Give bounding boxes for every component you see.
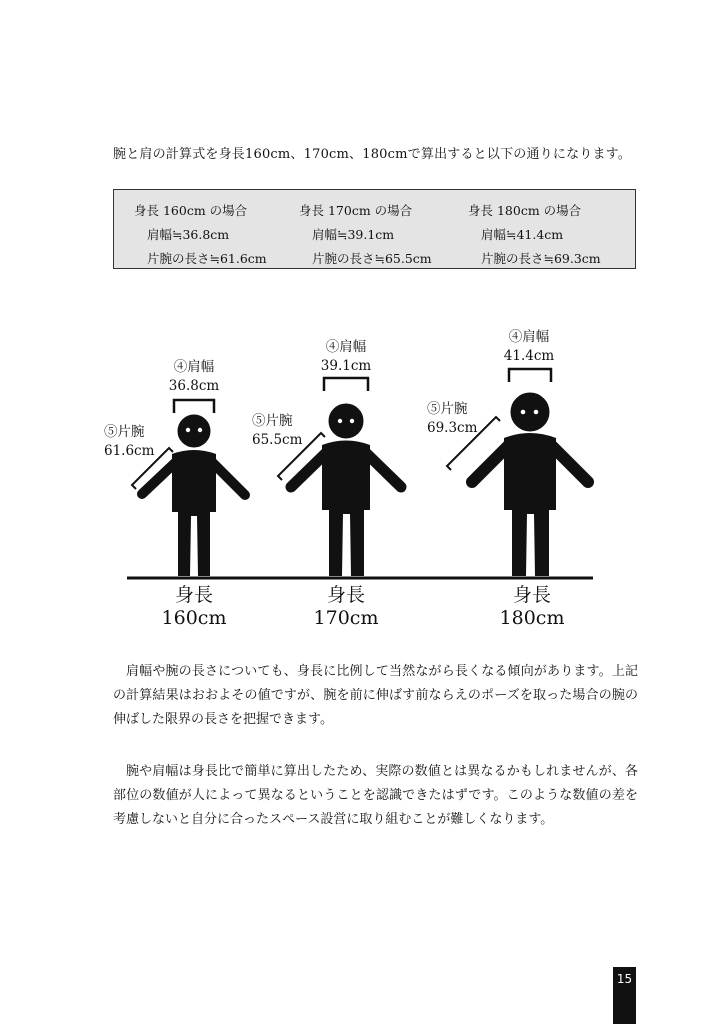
person-eye bbox=[186, 428, 190, 432]
person-head bbox=[329, 404, 363, 438]
intro-text: 腕と肩の計算式を身長160cm、170cm、180cmで算出すると以下の通りになります。 bbox=[113, 147, 632, 162]
person-eye bbox=[534, 410, 539, 415]
table-col-head: 身長 180cm の場合 bbox=[468, 203, 582, 218]
person-eye bbox=[521, 410, 526, 415]
person-170 bbox=[278, 378, 401, 576]
shoulder-bracket bbox=[174, 400, 214, 413]
paragraph: 肩幅や腕の長さについても、身長に比例して当然ながら長くなる傾向があります。上記の計算結果はおおよその値ですが、腕を前に伸ばす前ならえのポーズを取った場合の腕の伸ばした限界の長さを把握できます。 bbox=[113, 664, 638, 727]
table-arm-value: 片腕の長さ≒65.5cm bbox=[312, 251, 432, 266]
body-proportion-figure bbox=[100, 320, 620, 640]
height-label-170: 身長 170cm bbox=[313, 584, 379, 629]
table-arm-value: 片腕の長さ≒61.6cm bbox=[147, 251, 267, 266]
arm-label-170: ⑤片腕 65.5cm bbox=[252, 413, 303, 448]
results-table bbox=[113, 189, 636, 269]
person-eye bbox=[338, 419, 342, 423]
table-shoulder-value: 肩幅≒36.8cm bbox=[147, 227, 230, 242]
page-number: 15 bbox=[616, 972, 633, 986]
table-col-180 bbox=[468, 199, 601, 271]
height-label-160: 身長 160cm bbox=[161, 584, 227, 629]
person-body bbox=[322, 441, 370, 577]
table-shoulder-value: 肩幅≒39.1cm bbox=[312, 227, 395, 242]
person-head bbox=[178, 415, 210, 447]
shoulder-label-160: ④肩幅 36.8cm bbox=[168, 359, 220, 394]
page-number-tab bbox=[613, 967, 636, 1024]
table-col-head: 身長 160cm の場合 bbox=[134, 203, 248, 218]
person-eye bbox=[198, 428, 202, 432]
person-body bbox=[172, 450, 216, 576]
table-arm-value: 片腕の長さ≒69.3cm bbox=[481, 251, 601, 266]
person-head bbox=[511, 393, 549, 431]
table-col-170 bbox=[299, 199, 432, 271]
shoulder-label-170: ④肩幅 39.1cm bbox=[320, 339, 372, 374]
table-col-160 bbox=[134, 199, 267, 271]
shoulder-bracket bbox=[509, 369, 551, 382]
arm-label-180: ⑤片腕 69.3cm bbox=[427, 401, 478, 436]
paragraph: 腕や肩幅は身長比で簡単に算出したため、実際の数値とは異なるかもしれませんが、各部位の数値が人によって異なるということを認識できたはずです。このような数値の差を考慮しないと自分に合ったスペース設営に取り組むことが難しくなります。 bbox=[113, 764, 638, 827]
person-body bbox=[504, 433, 556, 576]
person-eye bbox=[350, 419, 354, 423]
table-col-head: 身長 170cm の場合 bbox=[299, 203, 413, 218]
table-shoulder-value: 肩幅≒41.4cm bbox=[481, 227, 564, 242]
shoulder-label-180: ④肩幅 41.4cm bbox=[503, 329, 555, 364]
height-label-180: 身長 180cm bbox=[499, 584, 565, 629]
shoulder-bracket bbox=[324, 378, 368, 391]
arm-label-160: ⑤片腕 61.6cm bbox=[104, 424, 155, 459]
